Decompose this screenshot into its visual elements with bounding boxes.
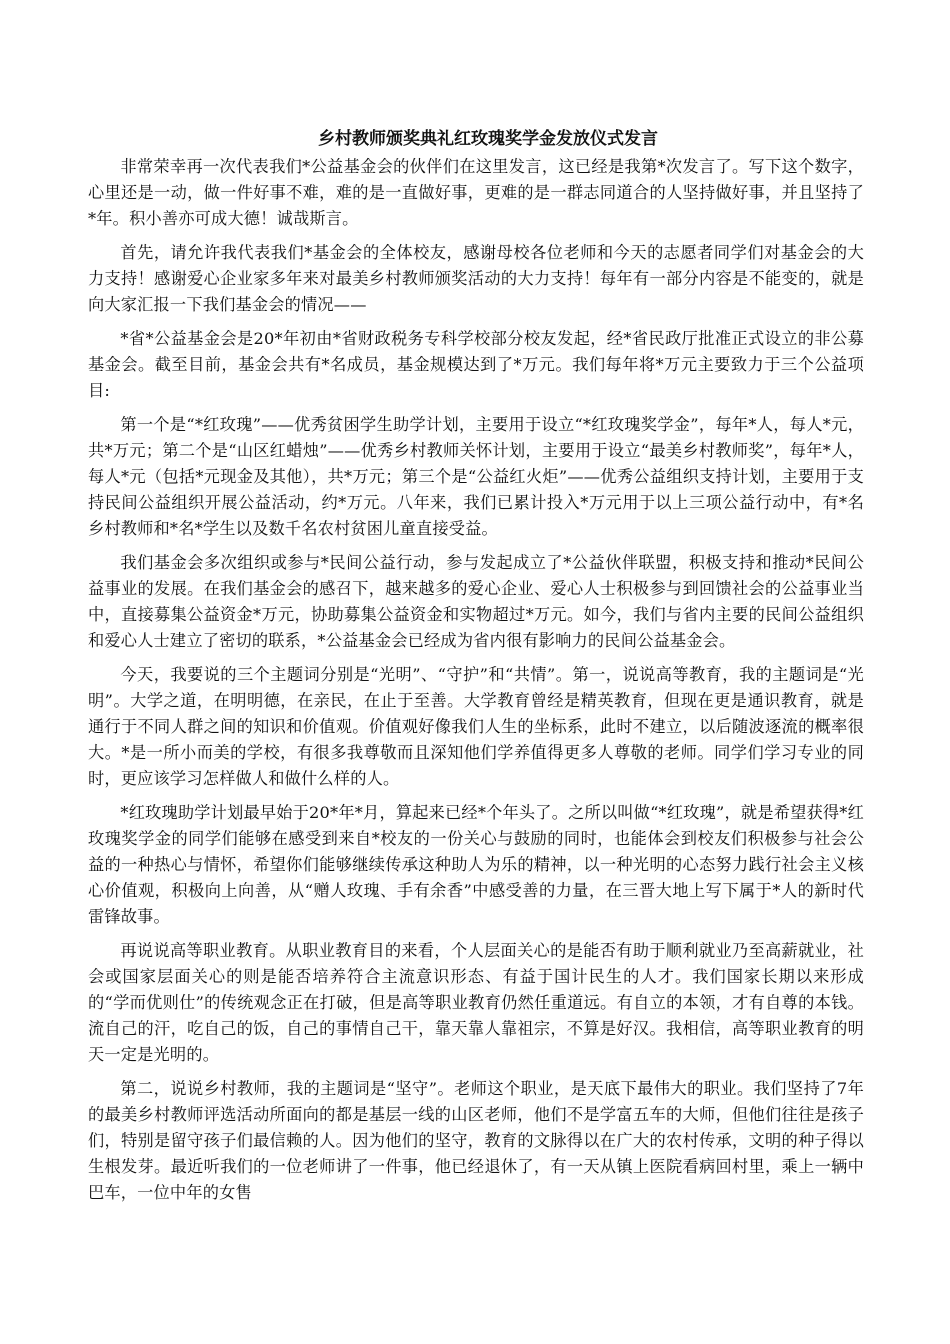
paragraph: 再说说高等职业教育。从职业教育目的来看，个人层面关心的是能否有助于顺利就业乃至高薪就业，社会或国家层面关心的则是能否培养符合主流意识形态、有益于国计民生的人才。我们国家长期以来形成的“学而优则仕”的传统观念正在打破，但是高等职业教育仍然任重道远。有自立的本领，才有自尊的本钱。流自己的汗，吃自己的饭，自己的事情自己干，靠天靠人靠祖宗，不算是好汉。我相信，高等职业教育的明天一定是光明的。 <box>88 941 864 1064</box>
document-body <box>88 154 864 1206</box>
paragraph: *红玫瑰助学计划最早始于20*年*月，算起来已经*个年头了。之所以叫做“*红玫瑰”，就是希望获得*红玫瑰奖学金的同学们能够在感受到来自*校友的一份关心与鼓励的同时，也能体会到校友们积极参与社会公益的一种热心与情怀，希望你们能够继续传承这种助人为乐的精神，以一种光明的心态努力践行社会主义核心价值观，积极向上向善，从“赠人玫瑰、手有余香”中感受善的力量，在三晋大地上写下属于*人的新时代雷锋故事。 <box>88 803 864 926</box>
paragraph: 第一个是“*红玫瑰”——优秀贫困学生助学计划，主要用于设立“*红玫瑰奖学金”，每年*人，每人*元，共*万元；第二个是“山区红蜡烛”——优秀乡村教师关怀计划，主要用于设立“最美乡村教师奖”，每年*人，每人*元（包括*元现金及其他），共*万元；第三个是“公益红火炬”——优秀公益组织支持计划，主要用于支持民间公益组织开展公益活动，约*万元。八年来，我们已累计投入*万元用于以上三项公益行动中，有*名乡村教师和*名*学生以及数千名农村贫困儿童直接受益。 <box>88 415 864 538</box>
paragraph: 今天，我要说的三个主题词分别是“光明”、“守护”和“共情”。第一，说说高等教育，我的主题词是“光明”。大学之道，在明明德，在亲民，在止于至善。大学教育曾经是精英教育，但现在更是通识教育，就是通行于不同人群之间的知识和价值观。价值观好像我们人生的坐标系，此时不建立，以后随波逐流的概率很大。*是一所小而美的学校，有很多我尊敬而且深知他们学养值得更多人尊敬的老师。同学们学习专业的同时，更应该学习怎样做人和做什么样的人。 <box>88 665 864 788</box>
paragraph: 非常荣幸再一次代表我们*公益基金会的伙伴们在这里发言，这已经是我第*次发言了。写下这个数字，心里还是一动，做一件好事不难，难的是一直做好事，更难的是一群志同道合的人坚持做好事，并且坚持了*年。积小善亦可成大德！诚哉斯言。 <box>88 157 864 228</box>
document-page <box>88 124 864 1214</box>
document-title: 乡村教师颁奖典礼红玫瑰奖学金发放仪式发言 <box>318 129 658 149</box>
paragraph: 第二，说说乡村教师，我的主题词是“坚守”。老师这个职业，是天底下最伟大的职业。我们坚持了7年的最美乡村教师评选活动所面向的都是基层一线的山区老师，他们不是学富五车的大师，但他们往往是孩子们，特别是留守孩子们最信赖的人。因为他们的坚守，教育的文脉得以在广大的农村传承，文明的种子得以生根发芽。最近听我们的一位老师讲了一件事，他已经退休了，有一天从镇上医院看病回村里，乘上一辆中巴车，一位中年的女售 <box>88 1079 864 1202</box>
paragraph: 我们基金会多次组织或参与*民间公益行动，参与发起成立了*公益伙伴联盟，积极支持和推动*民间公益事业的发展。在我们基金会的感召下，越来越多的爱心企业、爱心人士积极参与到回馈社会的公益事业当中，直接募集公益资金*万元，协助募集公益资金和实物超过*万元。如今，我们与省内主要的民间公益组织和爱心人士建立了密切的联系，*公益基金会已经成为省内很有影响力的民间公益基金会。 <box>88 553 864 650</box>
paragraph: 首先，请允许我代表我们*基金会的全体校友，感谢母校各位老师和今天的志愿者同学们对基金会的大力支持！感谢爱心企业家多年来对最美乡村教师颁奖活动的大力支持！每年有一部分内容是不能变的，就是向大家汇报一下我们基金会的情况—— <box>88 243 864 314</box>
paragraph: *省*公益基金会是20*年初由*省财政税务专科学校部分校友发起，经*省民政厅批准正式设立的非公募基金会。截至目前，基金会共有*名成员，基金规模达到了*万元。我们每年将*万元主要致力于三个公益项目: <box>88 329 864 400</box>
